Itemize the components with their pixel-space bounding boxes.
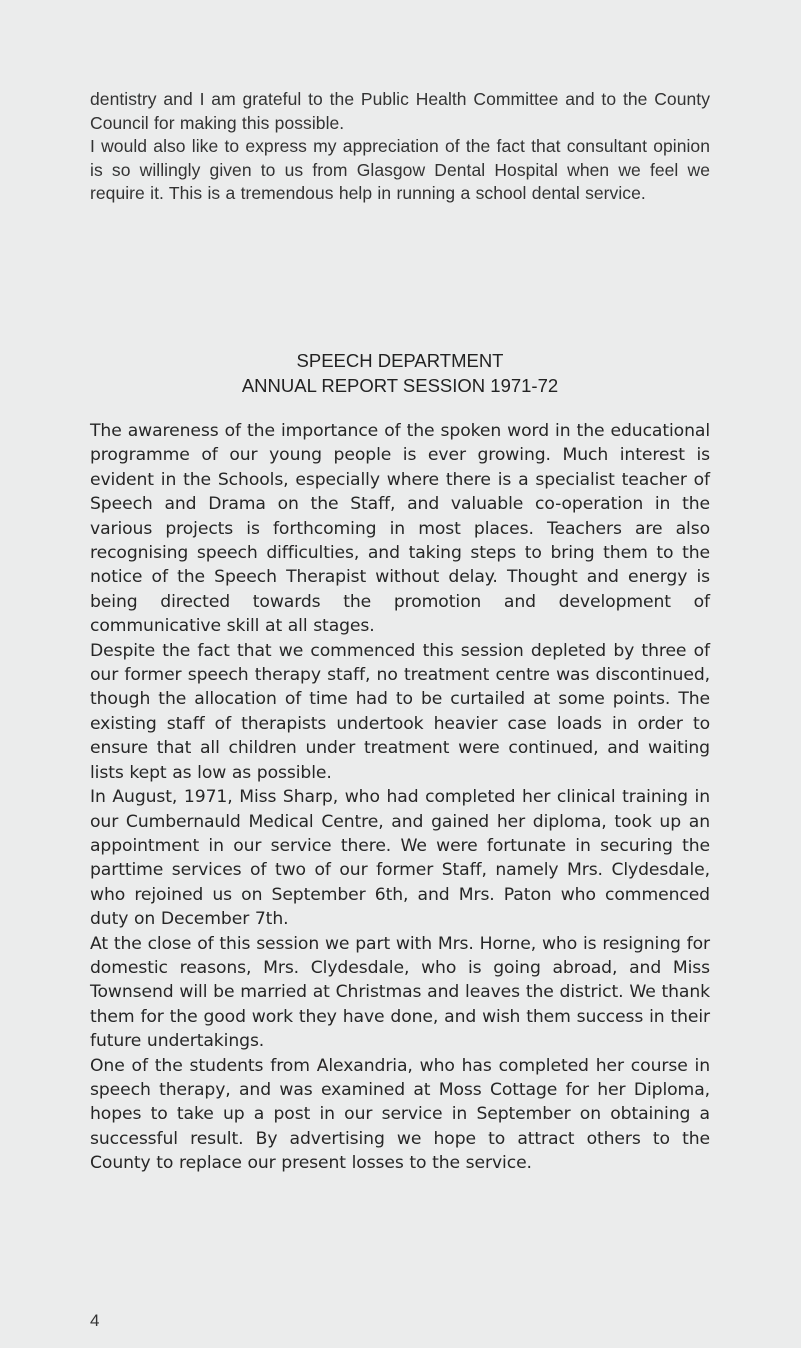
report-paragraph-4: At the close of this session we part with Mrs. Horne, who is resigning for domestic reasons, Mrs. Clydesdale, who is going abroad, and Miss Townsend will be married at Christmas and leaves the district. We thank them for the good work they have done, and wish them success in their future undertakings. (90, 933, 710, 1052)
report-paragraph-5: One of the students from Alexandria, who has completed her course in speech therapy, and was examined at Moss Cottage for her Diploma, hopes to take up a post in our service in September on obtaining a successful result. By advertising we hope to attract others to the County to replace our present losses to the service. (90, 1055, 710, 1174)
heading-title: SPEECH DEPARTMENT (296, 350, 504, 371)
report-body (90, 419, 710, 1176)
intro-paragraph-1: dentistry and I am grateful to the Public Health Committee and to the County Council for making this possible. (90, 89, 710, 133)
section-heading (90, 348, 710, 398)
intro-paragraph-2: I would also like to express my appreciation of the fact that consultant opinion is so willingly given to us from Glasgow Dental Hospital when we feel we require it. This is a tremendous help in running a school dental service. (90, 136, 710, 204)
heading-subtitle: ANNUAL REPORT SESSION 1971-72 (241, 375, 559, 396)
intro-section (90, 88, 710, 206)
report-paragraph-1: The awareness of the importance of the spoken word in the educational programme of our young people is ever growing. Much interest is evident in the Schools, especially where there is a specialist teacher of Speech and Drama on the Staff, and valuable co-operation in the various projects is forthcoming in most places. Teachers are also recognising speech difficulties, and taking steps to bring them to the notice of the Speech Therapist without delay. Thought and energy is being directed towards the promotion and development of communicative skill at all stages. (90, 421, 710, 637)
report-paragraph-3: In August, 1971, Miss Sharp, who had completed her clinical training in our Cumbernauld Medical Centre, and gained her diploma, took up an appointment in our service there. We were fortunate in securing the parttime services of two of our former Staff, namely Mrs. Clydesdale, who rejoined us on September 6th, and Mrs. Paton who commenced duty on December 7th. (90, 787, 710, 930)
report-paragraph-2: Despite the fact that we commenced this session depleted by three of our former speech therapy staff, no treatment centre was discontinued, though the allocation of time had to be curtailed at some points. The existing staff of therapists undertook heavier case loads in order to ensure that all children under treatment were continued, and waiting lists kept as low as possible. (90, 640, 710, 783)
page-number: 4 (90, 1311, 100, 1330)
